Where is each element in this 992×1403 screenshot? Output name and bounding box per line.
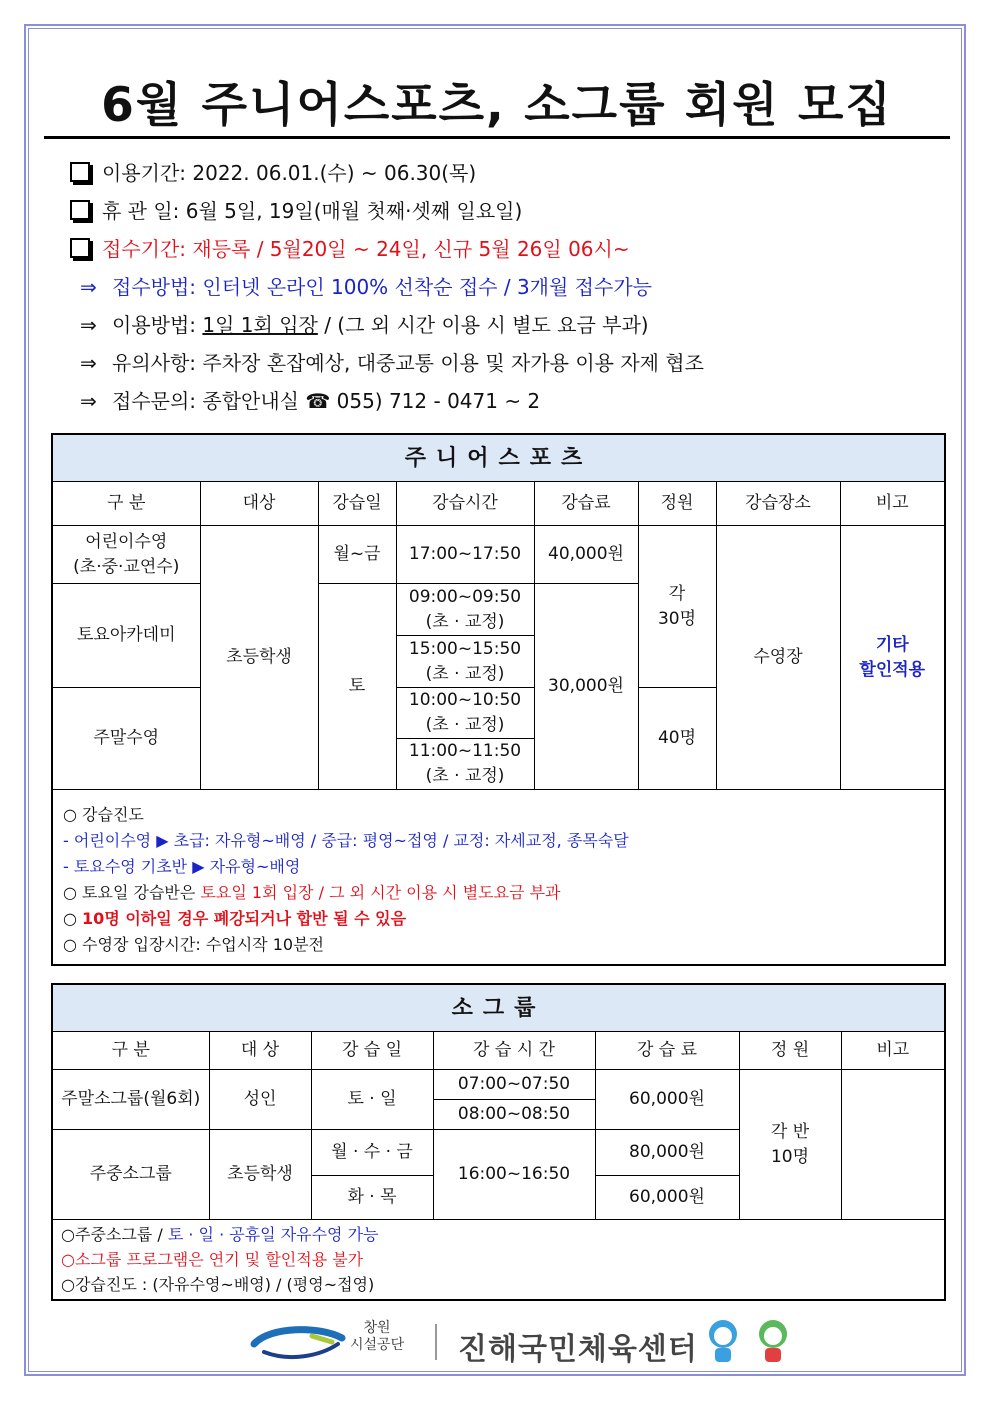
cell-time-4: 11:00~11:50 (초 · 교정)	[396, 739, 534, 790]
junior-heading: 주니어스포츠	[52, 434, 945, 482]
small-notes: ○주중소그룹 / 토 · 일 · 공휴일 자유수영 가능 ○소그룹 프로그램은 연기 및 할인적용 불가 ○강습진도 : (자유수영~배영) / (평영~접영)	[52, 1220, 945, 1301]
info-caution: ⇒ 유의사항: 주차장 혼잡예상, 대중교통 이용 및 자가용 이용 자제 협조	[70, 345, 950, 383]
cell-weekend-time-1: 07:00~07:50	[433, 1070, 595, 1100]
cell-weekend-swim: 주말수영	[52, 688, 200, 790]
cell-time-3: 10:00~10:50 (초 · 교정)	[396, 688, 534, 739]
cell-fee-tt: 60,000원	[595, 1176, 739, 1220]
col-header: 강 습 일	[311, 1032, 433, 1070]
arrow-icon: ⇒	[80, 389, 97, 413]
cell-note: 기타 할인적용	[840, 526, 945, 790]
cell-weekend-time-2: 08:00~08:50	[433, 1100, 595, 1130]
cell-days-sat: 토	[318, 584, 396, 790]
changwon-logo-icon	[250, 1322, 346, 1362]
col-header: 강습일	[318, 482, 396, 526]
small-heading: 소그룹	[52, 984, 945, 1032]
col-header: 대상	[200, 482, 318, 526]
cell-elementary: 초등학생	[209, 1130, 311, 1220]
info-inquiry: ⇒ 접수문의: 종합안내실 ☎ 055) 712 - 0471 ~ 2	[70, 383, 950, 421]
small-group-table	[51, 983, 946, 1301]
cell-tt: 화 · 목	[311, 1176, 433, 1220]
cell-mwf: 월 · 수 · 금	[311, 1130, 433, 1176]
arrow-icon: ⇒	[80, 313, 97, 337]
info-list	[70, 155, 950, 421]
page-title: 6월 주니어스포츠, 소그룹 회원 모집	[44, 78, 950, 139]
col-header: 구 분	[52, 1032, 209, 1070]
checkbox-icon	[70, 162, 90, 182]
cell-weekend-group: 주말소그룹(월6회)	[52, 1070, 209, 1130]
cell-fee-sat: 30,000원	[534, 584, 638, 790]
cell-weekday-group: 주중소그룹	[52, 1130, 209, 1220]
info-usage: ⇒ 이용방법: 1일 1회 입장 / (그 외 시간 이용 시 별도 요금 부과)	[70, 307, 950, 345]
cell-place: 수영장	[716, 526, 840, 790]
cell-days-weekday: 월~금	[318, 526, 396, 584]
col-header: 구 분	[52, 482, 200, 526]
col-header: 강습장소	[716, 482, 840, 526]
footer	[250, 1316, 800, 1366]
arrow-icon: ⇒	[80, 351, 97, 375]
footer-divider	[435, 1324, 437, 1360]
cell-fee-weekday: 40,000원	[534, 526, 638, 584]
cell-time-2: 15:00~15:50 (초 · 교정)	[396, 636, 534, 688]
info-method: ⇒ 접수방법: 인터넷 온라인 100% 선착순 접수 / 3개월 접수가능	[70, 269, 950, 307]
mascot-icon	[698, 1316, 798, 1364]
cell-adult: 성인	[209, 1070, 311, 1130]
cell-fee-mwf: 80,000원	[595, 1130, 739, 1176]
col-header: 강습료	[534, 482, 638, 526]
junior-sports-table	[51, 433, 946, 966]
cell-sat-academy: 토요아카데미	[52, 584, 200, 688]
phone-icon: ☎	[305, 389, 331, 413]
col-header: 대 상	[209, 1032, 311, 1070]
cell-capacity-30: 각 30명	[638, 526, 716, 688]
cell-time-1: 09:00~09:50 (초 · 교정)	[396, 584, 534, 636]
col-header: 강습시간	[396, 482, 534, 526]
cell-time-weekday: 17:00~17:50	[396, 526, 534, 584]
col-header: 정 원	[739, 1032, 841, 1070]
arrow-icon: ⇒	[80, 275, 97, 299]
center-name: 진해국민체육센터	[458, 1332, 698, 1367]
col-header: 강 습 료	[595, 1032, 739, 1070]
col-header: 비고	[840, 482, 945, 526]
cell-weekday-time: 16:00~16:50	[433, 1130, 595, 1220]
cell-kids-swim: 어린이수영 (초·중·교연수)	[52, 526, 200, 584]
col-header: 정원	[638, 482, 716, 526]
cell-small-capacity: 각 반 10명	[739, 1070, 841, 1220]
brand-text: 창원 시설공단	[350, 1320, 405, 1353]
info-closed: 휴 관 일: 6월 5일, 19일(매월 첫째·셋째 일요일)	[70, 193, 950, 231]
checkbox-icon	[70, 238, 90, 258]
checkbox-icon	[70, 200, 90, 220]
cell-small-note	[841, 1070, 945, 1220]
info-period: 이용기간: 2022. 06.01.(수) ~ 06.30(목)	[70, 155, 950, 193]
junior-notes: ○ 강습진도 - 어린이수영 ▶ 초급: 자유형~배영 / 중급: 평영~접영 / 교정: 자세교정, 종목숙달 - 토요수영 기초반 ▶ 자유형~배영 ○ 토요일 강습반은 토요일 1회 입장 / 그 외 시간 이용 시 별도요금 부과 ○ 10명 이하일 경우 폐강되거나 합반 될 수 있음 ○ 수영장 입장시간: 수업시작 10분전	[52, 790, 945, 966]
cell-weekend-fee: 60,000원	[595, 1070, 739, 1130]
cell-capacity-40: 40명	[638, 688, 716, 790]
col-header: 강 습 시 간	[433, 1032, 595, 1070]
info-reception: 접수기간: 재등록 / 5월20일 ~ 24일, 신규 5월 26일 06시~	[70, 231, 950, 269]
cell-weekend-days: 토 · 일	[311, 1070, 433, 1130]
col-header: 비고	[841, 1032, 945, 1070]
cell-target: 초등학생	[200, 526, 318, 790]
